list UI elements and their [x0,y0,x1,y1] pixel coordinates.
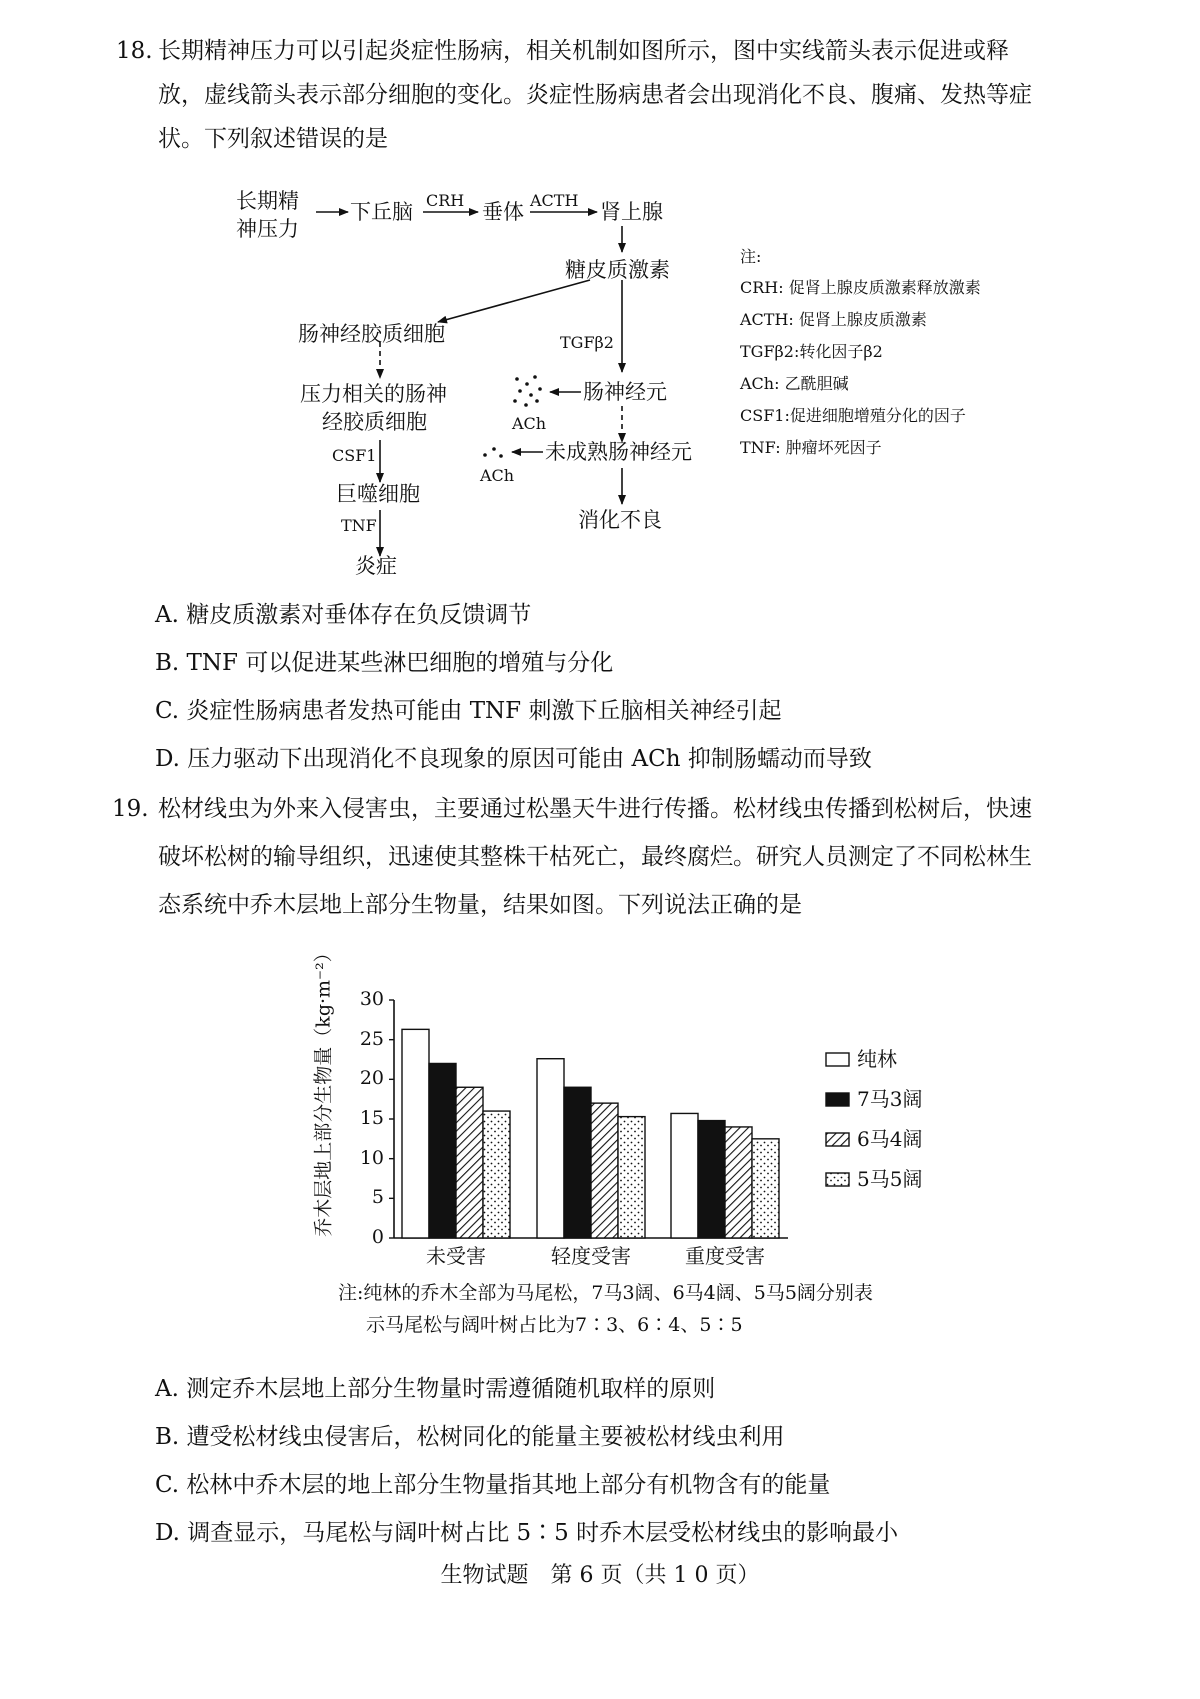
chart-bar [698,1121,725,1238]
chart-legend-label: 6马4阔 [857,1127,923,1151]
chart-legend-label: 5马5阔 [857,1167,923,1191]
chart-bar [618,1117,645,1238]
question-18-number: 18. [116,38,153,64]
question-19-option-b: B. 遭受松材线虫侵害后，松树同化的能量主要被松材线虫利用 [155,1424,785,1450]
chart-y-tick-label: 20 [359,1067,384,1090]
question-19-number: 19. [112,796,149,822]
node-macrophage: 巨噬细胞 [336,482,420,506]
chart-bar [429,1063,456,1238]
chart-y-tick-label: 15 [359,1107,384,1129]
node-immature-neuron: 未成熟肠神经元 [545,440,692,464]
chart-y-tick-label: 10 [359,1146,384,1169]
question-18-option-b: B. TNF 可以促进某些淋巴细胞的增殖与分化 [155,650,614,676]
question-19-option-d: D. 调查显示，马尾松与阔叶树占比 5∶5 时乔木层受松材线虫的影响最小 [155,1520,899,1546]
label-tgf-beta2: TGFβ2 [560,333,614,352]
diagram-note-tnf: TNF: 肿瘤坏死因子 [740,438,882,457]
diagram-note-heading: 注: [740,247,762,266]
question-19-stem-line-1: 松材线虫为外来入侵害虫，主要通过松墨天牛进行传播。松材线虫传播到松树后，快速 [158,796,1032,822]
chart-bar [671,1113,698,1238]
chart-bar [564,1087,591,1238]
label-crh: CRH [426,191,465,210]
diagram-note-ach: ACh: 乙酰胆碱 [740,374,849,393]
question-18-stem-line-3: 状。下列叙述错误的是 [158,126,388,152]
chart-legend-swatch [826,1133,849,1146]
question-18-option-c: C. 炎症性肠病患者发热可能由 TNF 刺激下丘脑相关神经引起 [155,698,782,724]
chart-bar [591,1103,618,1238]
chart-y-tick-label: 5 [371,1186,384,1209]
chart-legend-swatch [826,1053,849,1066]
node-glucocorticoid: 糖皮质激素 [565,258,670,282]
diagram-note-tgf: TGFβ2:转化因子β2 [740,342,883,361]
chart-bar [752,1139,779,1238]
chart-legend-label: 纯林 [857,1047,897,1071]
label-tnf: TNF [341,516,377,535]
chart-bar [456,1087,483,1238]
label-ach-2: ACh [480,466,515,485]
question-19-stem-line-2: 破坏松树的输导组织，迅速使其整株干枯死亡，最终腐烂。研究人员测定了不同松林生 [158,844,1032,870]
label-acth: ACTH [530,191,579,210]
chart-bar [402,1029,429,1238]
chart-x-category-label: 未受害 [426,1244,486,1268]
page-footer: 生物试题 第 6 页（共 1 0 页） [440,1563,760,1588]
chart-y-tick-label: 0 [371,1226,384,1248]
node-stress-line-1: 长期精 [236,189,299,213]
diagram-note-acth: ACTH: 促肾上腺皮质激素 [740,310,927,329]
question-19-option-c: C. 松林中乔木层的地上部分生物量指其地上部分有机物含有的能量 [155,1472,831,1498]
node-inflammation: 炎症 [355,554,397,578]
chart-y-axis-label: 乔木层地上部分生物量（kg·m⁻²） [312,943,335,1237]
chart-y-tick-label: 25 [359,1027,384,1050]
node-stress-glia-line-2: 经胶质细胞 [322,410,427,434]
node-adrenal: 肾上腺 [600,200,663,224]
chart-x-category-label: 轻度受害 [551,1244,631,1268]
chart-bar [725,1127,752,1238]
node-pituitary: 垂体 [482,200,524,224]
node-enteric-neuron: 肠神经元 [583,380,667,404]
chart-y-tick-label: 30 [359,988,384,1010]
label-csf1: CSF1 [332,446,377,465]
node-hypothalamus: 下丘脑 [350,200,413,224]
chart-x-category-label: 重度受害 [685,1244,765,1268]
chart-legend-label: 7马3阔 [857,1087,923,1111]
question-19-option-a: A. 测定乔木层地上部分生物量时需遵循随机取样的原则 [155,1376,716,1402]
chart-note-line-2: 示马尾松与阔叶树占比为7∶3、6∶4、5∶5 [366,1314,743,1336]
question-18-stem-line-1: 长期精神压力可以引起炎症性肠病，相关机制如图所示，图中实线箭头表示促进或释 [158,38,1009,64]
chart-legend-swatch [826,1093,849,1106]
chart-bar [483,1111,510,1238]
chart-legend-swatch [826,1173,849,1186]
label-ach-1: ACh [512,414,547,433]
chart-note-line-1: 注:纯林的乔木全部为马尾松，7马3阔、6马4阔、5马5阔分别表 [338,1282,873,1304]
diagram-note-crh: CRH: 促肾上腺皮质激素释放激素 [740,278,981,297]
node-indigestion: 消化不良 [578,508,662,532]
diagram-note-csf1: CSF1:促进细胞增殖分化的因子 [740,406,966,425]
node-enteric-glia: 肠神经胶质细胞 [298,322,445,346]
node-stress-glia-line-1: 压力相关的肠神 [300,382,447,406]
chart-bar [537,1059,564,1238]
node-stress-line-2: 神压力 [236,217,299,241]
question-18-option-a: A. 糖皮质激素对垂体存在负反馈调节 [155,602,532,628]
question-19-stem-line-3: 态系统中乔木层地上部分生物量，结果如图。下列说法正确的是 [158,892,802,918]
question-18-option-d: D. 压力驱动下出现消化不良现象的原因可能由 ACh 抑制肠蠕动而导致 [155,746,872,772]
question-18-stem-line-2: 放，虚线箭头表示部分细胞的变化。炎症性肠病患者会出现消化不良、腹痛、发热等症 [158,82,1032,108]
